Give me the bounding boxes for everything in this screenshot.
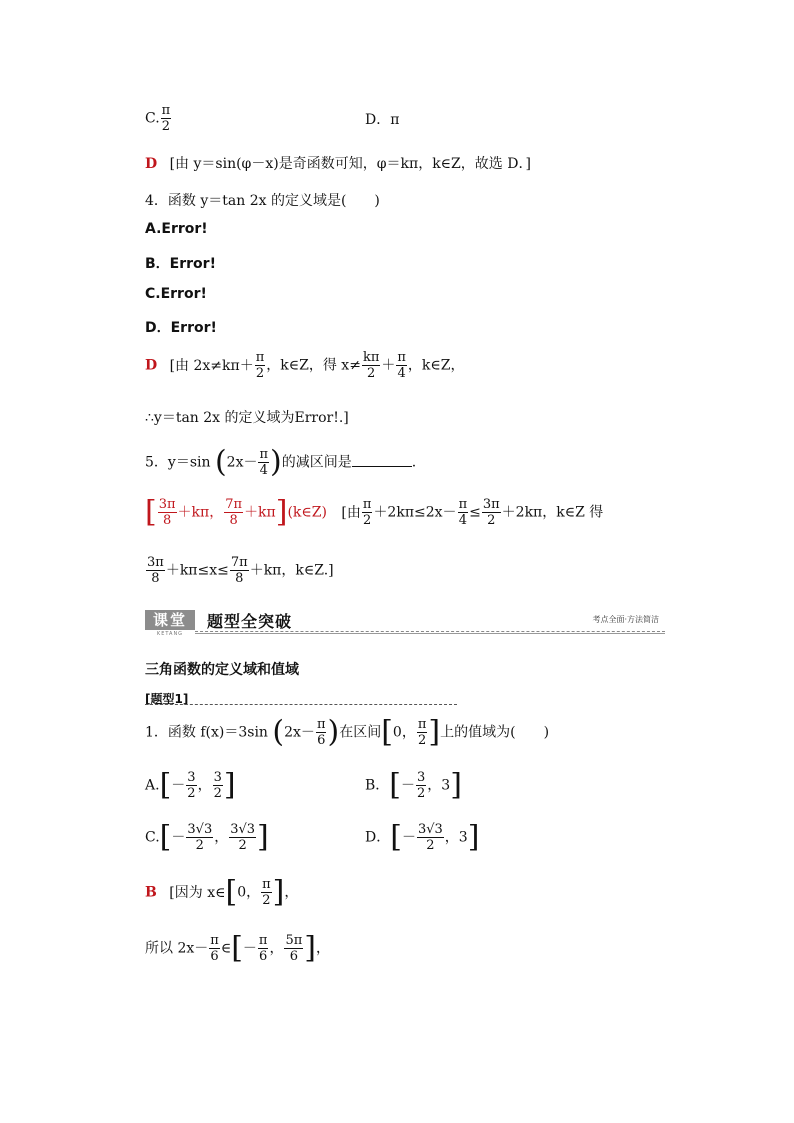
- right-bracket: ]: [275, 494, 288, 530]
- banner-title: 题型全突破: [207, 612, 293, 631]
- answer-letter: B: [145, 884, 157, 901]
- option-c-fraction: [161, 103, 172, 134]
- fraction-numerator: π: [316, 717, 326, 732]
- fraction-denominator: 4: [397, 366, 406, 381]
- question-4-option-d: D．Error!: [145, 320, 217, 336]
- fraction: [362, 497, 373, 528]
- fraction-denominator: 2: [238, 838, 247, 853]
- fraction-denominator: 6: [289, 949, 298, 964]
- fraction: [362, 350, 380, 381]
- question-text: 5．y＝sin: [145, 454, 211, 471]
- question-text: 2x－: [226, 454, 258, 471]
- answer-text: ，: [269, 940, 284, 957]
- fraction-numerator: π: [362, 497, 372, 512]
- fraction-numerator: 3: [417, 770, 426, 785]
- answer-text: ∈: [220, 940, 232, 957]
- fraction: [186, 770, 196, 801]
- option-d-text: D．π: [365, 112, 400, 128]
- option-text: ，3: [427, 777, 451, 794]
- option-label: D．: [365, 829, 391, 846]
- fraction: [224, 497, 243, 528]
- fraction-denominator: 2: [487, 513, 496, 528]
- answer-text: ＋: [381, 357, 396, 374]
- fraction: [158, 497, 177, 528]
- answer-text: ＋kπ，: [177, 504, 224, 521]
- fraction: [284, 933, 303, 964]
- left-bracket: [: [225, 874, 238, 910]
- question-1-option-b: [365, 767, 462, 803]
- question-4-option-c: C.Error!: [145, 286, 207, 302]
- answer-text: ，k∈Z，得 x≠: [266, 357, 361, 374]
- answer-text: [由 2x≠kπ＋: [169, 357, 254, 374]
- fraction: [258, 447, 269, 478]
- fraction: [316, 717, 327, 748]
- right-bracket: ]: [257, 819, 269, 855]
- question-4-text: 4．函数 y＝tan 2x 的定义域是( ): [145, 193, 380, 209]
- fraction-numerator: 3π: [482, 497, 500, 512]
- right-bracket: ]: [223, 767, 236, 803]
- fraction: [186, 822, 213, 853]
- fraction-denominator: 2: [161, 119, 171, 134]
- fraction-numerator: kπ: [362, 350, 380, 365]
- option-text: －: [401, 829, 416, 846]
- question-text: 0，: [392, 724, 416, 741]
- fraction-numerator: 5π: [285, 933, 303, 948]
- fraction-numerator: π: [397, 350, 406, 365]
- fraction-numerator: π: [255, 350, 265, 365]
- fraction: [417, 822, 444, 853]
- fraction-denominator: 8: [235, 571, 244, 586]
- fraction-denominator: 2: [417, 733, 427, 748]
- option-text: ，: [197, 777, 212, 794]
- fraction-numerator: π: [458, 497, 468, 512]
- left-paren: (: [214, 444, 227, 480]
- fraction: [146, 555, 165, 586]
- banner-slogan: 考点全面·方法简洁: [592, 615, 659, 624]
- answer-text: 所以 2x－: [145, 940, 209, 957]
- fraction-denominator: 6: [259, 949, 268, 964]
- answer-line-q4-conclusion: ∴y＝tan 2x 的定义域为Error!.]: [145, 410, 349, 426]
- option-label: A.: [145, 777, 160, 794]
- fraction: [261, 877, 272, 908]
- fraction: [213, 770, 223, 801]
- left-bracket: [: [381, 714, 393, 750]
- question-1-option-d: [365, 819, 480, 855]
- right-paren: ): [270, 444, 282, 480]
- question-text: 在区间: [339, 724, 382, 741]
- fraction-denominator: 8: [162, 513, 172, 528]
- left-bracket: [: [159, 767, 172, 803]
- fraction-numerator: π: [417, 717, 427, 732]
- option-text: ，: [214, 829, 229, 846]
- answer-text: ＋kπ≤x≤: [165, 562, 229, 579]
- answer-text: －: [242, 940, 257, 957]
- fraction-numerator: 3π: [158, 497, 176, 512]
- left-paren: (: [272, 714, 285, 750]
- option-text: －: [171, 777, 186, 794]
- fraction-numerator: 3√3: [230, 822, 256, 837]
- answer-text: 0，: [237, 884, 261, 901]
- fraction-denominator: 2: [255, 366, 265, 381]
- fraction-numerator: π: [210, 933, 219, 948]
- answer-text: ，k∈Z，: [407, 357, 465, 374]
- fraction-numerator: 3: [213, 770, 222, 785]
- section-banner: [145, 608, 665, 637]
- answer-line-q4: [145, 350, 464, 381]
- answer-line-q5-continued: [145, 555, 334, 586]
- fraction: [416, 770, 426, 801]
- fraction: [230, 555, 249, 586]
- fraction-numerator: 3π: [147, 555, 164, 570]
- answer-line-q5: [145, 494, 604, 530]
- question-text: 的减区间是: [281, 454, 352, 471]
- fraction-denominator: 8: [151, 571, 160, 586]
- answer-text: ＋2kπ，k∈Z 得: [501, 504, 604, 521]
- option-label: C.: [145, 829, 160, 846]
- fraction-denominator: 4: [259, 463, 268, 478]
- fraction: [209, 933, 220, 964]
- fraction: [258, 933, 269, 964]
- answer-blank: [352, 454, 412, 467]
- fraction-denominator: 2: [417, 786, 426, 801]
- fraction-denominator: 2: [426, 838, 435, 853]
- question-text: 1．函数 f(x)＝3sin: [145, 724, 268, 741]
- question-1-option-a: [145, 767, 236, 803]
- fraction-denominator: 2: [367, 366, 376, 381]
- right-paren: ): [327, 714, 340, 750]
- fraction-denominator: 2: [213, 786, 222, 801]
- banner-tag-subtitle: KETANG: [156, 631, 184, 637]
- question-5-text: [145, 444, 417, 480]
- fraction: [458, 497, 469, 528]
- left-bracket: [: [389, 767, 402, 803]
- answer-text: (k∈Z): [287, 504, 327, 521]
- answer-line-q1-continued: [145, 930, 330, 966]
- fraction: [255, 350, 266, 381]
- answer-text: ＋kπ: [244, 504, 276, 521]
- answer-text: ＋kπ，k∈Z.]: [249, 562, 334, 579]
- fraction-numerator: π: [258, 933, 268, 948]
- right-bracket: ]: [272, 874, 285, 910]
- question-4-option-b: B．Error!: [145, 256, 216, 272]
- fraction-numerator: 3√3: [187, 822, 213, 837]
- fraction-denominator: 8: [229, 513, 238, 528]
- question-4-option-a: A.Error!: [145, 221, 208, 237]
- answer-text: ，: [284, 884, 299, 901]
- question-1-option-c: [145, 819, 269, 855]
- answer-text: [因为 x∈: [169, 884, 226, 901]
- right-bracket: ]: [467, 819, 480, 855]
- question-text: .: [411, 454, 417, 471]
- fraction-numerator: π: [259, 447, 269, 462]
- banner-divider: [195, 631, 665, 632]
- type-label: [题型1]: [145, 692, 189, 706]
- option-text: ，3: [444, 829, 468, 846]
- option-text: －: [401, 777, 416, 794]
- question-1-text: [145, 714, 550, 750]
- fraction: [229, 822, 256, 853]
- banner-divider: [195, 633, 665, 634]
- left-bracket: [: [231, 930, 243, 966]
- fraction-denominator: 2: [187, 786, 196, 801]
- left-bracket: [: [159, 819, 172, 855]
- banner-tag: 课堂: [145, 610, 195, 630]
- option-c-line: [145, 103, 172, 134]
- right-bracket: ]: [428, 714, 441, 750]
- section-title: 三角函数的定义域和值域: [145, 662, 299, 678]
- fraction-numerator: π: [262, 877, 271, 892]
- right-bracket: ]: [450, 767, 462, 803]
- fraction-denominator: 4: [458, 513, 467, 528]
- answer-text: ≤: [469, 504, 481, 521]
- answer-letter: D: [145, 156, 158, 172]
- type-label-divider: [145, 704, 457, 705]
- option-c-label: C.: [145, 110, 160, 127]
- fraction-numerator: 7π: [225, 497, 243, 512]
- answer-explanation: [由 y＝sin(φ－x)是奇函数可知，φ＝kπ，k∈Z，故选 D．]: [169, 156, 531, 172]
- left-bracket: [: [145, 494, 157, 530]
- fraction-denominator: 6: [317, 733, 326, 748]
- answer-text: ＋2kπ≤2x－: [373, 504, 457, 521]
- right-bracket: ]: [304, 930, 316, 966]
- fraction-denominator: 2: [195, 838, 204, 853]
- fraction: [482, 497, 501, 528]
- fraction: [417, 717, 428, 748]
- answer-text: ，: [316, 940, 330, 957]
- left-bracket: [: [390, 819, 402, 855]
- fraction-numerator: π: [161, 103, 171, 118]
- answer-text: [由: [341, 504, 361, 521]
- fraction-denominator: 6: [210, 949, 219, 964]
- fraction-numerator: 3√3: [417, 822, 443, 837]
- option-label: B．: [365, 777, 390, 794]
- answer-line-q3: [145, 153, 531, 173]
- fraction: [396, 350, 407, 381]
- answer-line-q1: [145, 874, 299, 910]
- question-text: 2x－: [284, 724, 315, 741]
- fraction-numerator: 3: [187, 770, 196, 785]
- option-text: －: [171, 829, 186, 846]
- answer-letter: D: [145, 357, 158, 374]
- question-text: 上的值域为( ): [440, 724, 550, 741]
- fraction-numerator: 7π: [230, 555, 248, 570]
- fraction-denominator: 2: [363, 513, 372, 528]
- fraction-denominator: 2: [262, 893, 271, 908]
